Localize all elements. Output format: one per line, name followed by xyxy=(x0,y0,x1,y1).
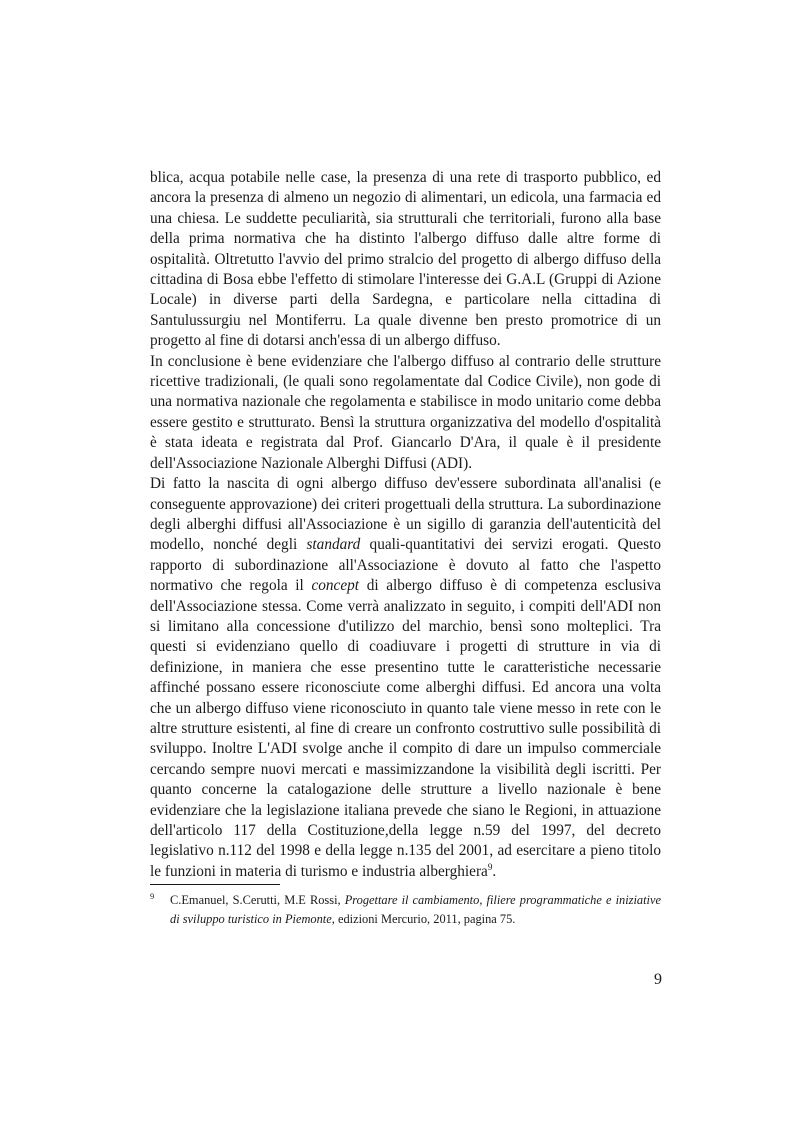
paragraph-associazione xyxy=(150,474,661,882)
concept-term: concept xyxy=(311,577,360,595)
footnote-body xyxy=(150,891,661,929)
paragraph-associazione-part-a: Di fatto la nascita di ogni albergo diffuso dev'essere subordinata all'analisi (e conseguente approvazione) dei criteri progettuali della struttura. La subordinazione degli alberghi diffusi all'Associazione è un sigillo di garanzia dell'autenticità del modello, nonché degli xyxy=(150,475,661,554)
footnote-authors: C.Emanuel, S.Cerutti, M.E Rossi, xyxy=(170,893,345,907)
standard-term: standard xyxy=(306,536,361,554)
paragraph-associazione-part-b: quali-quantitativi dei servizi erogati. Questo rapporto di subordinazione all'Associazione è dovuto al fatto che l'aspetto normativo che regola il xyxy=(150,536,661,595)
body-text xyxy=(150,168,661,882)
footnote-publication: , edizioni Mercurio, 2011, pagina 75. xyxy=(331,912,516,926)
footnote xyxy=(150,891,661,929)
footnote-number: 9 xyxy=(150,891,155,901)
footnote-separator xyxy=(150,884,280,885)
paragraph-associazione-end: . xyxy=(492,862,497,880)
paragraph-associazione-part-c: di albergo diffuso è di competenza esclusiva dell'Associazione stessa. Come verrà analizzato in seguito, i compiti dell'ADI non si limitano alla concessione d'utilizzo del marchio, bensì sono molteplici. Tra questi si evidenziano quello di coadiuvare i progetti di strutture in via di definizione, in maniera che esse presentino tutte le caratteristiche necessarie affinché possano essere riconosciute come alberghi diffusi. Ed ancora una volta che un albergo diffuso viene riconosciuto in quanto tale viene messo in rete con le altre strutture esistenti, al fine di creare un confronto costruttivo sulle possibilità di sviluppo. Inoltre L'ADI svolge anche il compito di dare un impulso commerciale cercando sempre nuovi mercati e massimizzandone la visibilità degli iscritti. Per quanto concerne la catalogazione delle strutture a livello nazionale è bene evidenziare che la legislazione italiana prevede che siano le Regioni, in attuazione dell'articolo 117 della Costituzione,della legge n.59 del 1997, del decreto legislativo n.112 del 1998 e della legge n.135 del 2001, ad esercitare a pieno titolo le funzioni in materia di turismo e industria alberghiera xyxy=(150,577,662,880)
paragraph-ospitalita: blica, acqua potabile nelle case, la presenza di una rete di trasporto pubblico, ed ancora la presenza di almeno un negozio di alimentari, un edicola, una farmacia ed una chiesa. Le suddette peculiarità, sia strutturali che territoriali, furono alla base della prima normativa che ha distinto l'albergo diffuso dalle altre forme di ospitalità. Oltretutto l'avvio del primo stralcio del progetto di albergo diffuso della cittadina di Bosa ebbe l'effetto di stimolare l'interesse dei G.A.L (Gruppi di Azione Locale) in diverse parti della Sardegna, e particolare nella cittadina di Santulussurgiu nel Montiferru. La quale divenne ben presto promotrice di un progetto al fine di dotarsi anch'essa di un albergo diffuso. xyxy=(150,169,661,350)
paragraph-conclusione: In conclusione è bene evidenziare che l'albergo diffuso al contrario delle strutture ricettive tradizionali, (le quali sono regolamentate dal Codice Civile), non gode di una normativa nazionale che regolamenta e stabilisce in modo unitario come debba essere gestito e strutturato. Bensì la struttura organizzativa del modello d'ospitalità è stata ideata e registrata dal Prof. Giancarlo D'Ara, il quale è il presidente dell'Associazione Nazionale Alberghi Diffusi (ADI). xyxy=(150,352,661,472)
footnote-reference[interactable]: 9 xyxy=(487,861,493,872)
page-number: 9 xyxy=(654,971,662,988)
footnote-title: Progettare il cambiamento, filiere programmatiche e iniziative di sviluppo turistico in Piemonte xyxy=(170,893,661,926)
